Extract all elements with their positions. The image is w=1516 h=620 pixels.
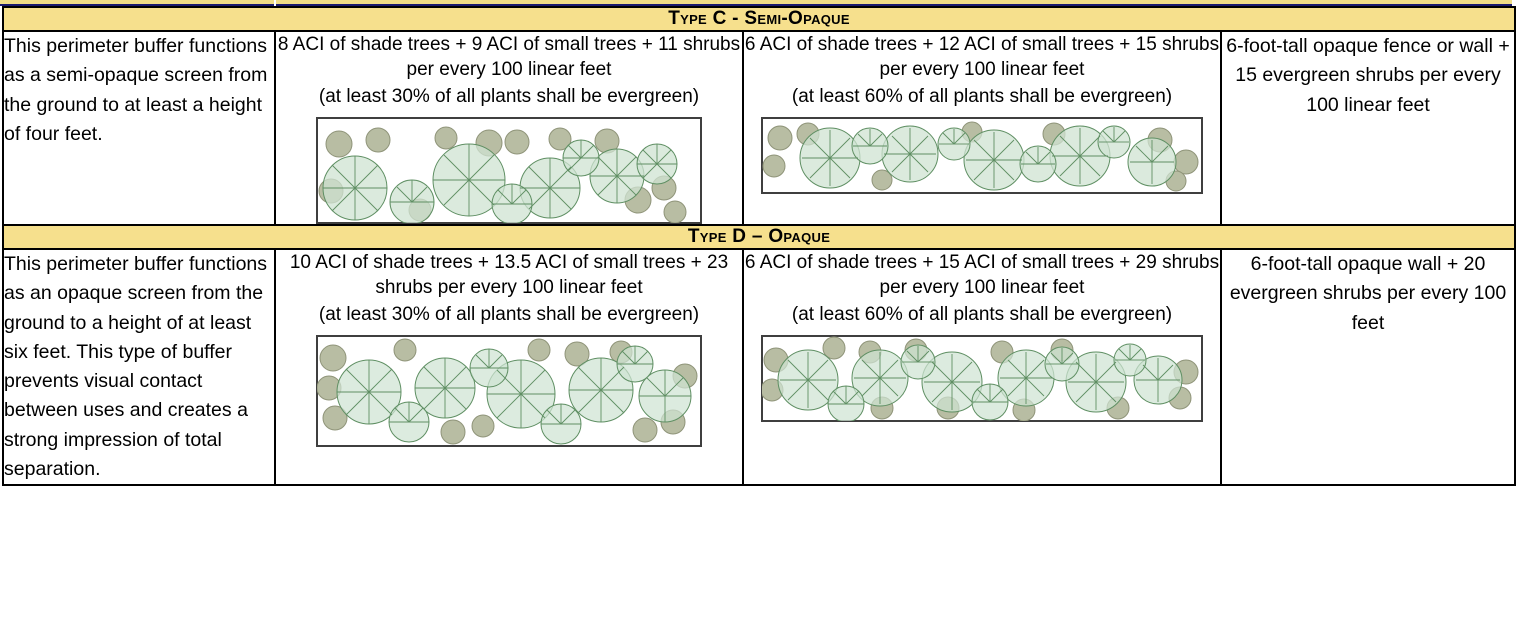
option-b-cell-type-c — [743, 31, 1221, 225]
table-row-type-d — [3, 249, 1515, 485]
option-c-cell-type-d: 6-foot-tall opaque wall + 20 evergreen shrubs per every 100 feet — [1221, 249, 1515, 485]
illustration-wrap-c-b — [744, 117, 1220, 194]
option-c-cell-type-c: 6-foot-tall opaque fence or wall + 15 evergreen shrubs per every 100 linear feet — [1221, 31, 1515, 225]
option-b-cell-type-d — [743, 249, 1221, 485]
section-header-type-d: Type D – Opaque — [3, 225, 1515, 249]
table-row-type-c — [3, 31, 1515, 225]
description-cell-type-d: This perimeter buffer functions as an opaque screen from the ground to a height of at least six feet. This type of buffer prevents visual contact between uses and creates a strong impression of total separation. — [3, 249, 275, 485]
illustration-wrap-d-a — [276, 335, 742, 447]
option-b-note-type-d: (at least 60% of all plants shall be evergreen) — [791, 304, 1173, 326]
option-b-requirement-type-d: 6 ACI of shade trees + 15 ACI of small trees + 29 shrubs per every 100 linear feet — [744, 252, 1220, 299]
illustration-wrap-d-b — [744, 335, 1220, 422]
option-b-note-type-c: (at least 60% of all plants shall be evergreen) — [791, 86, 1173, 108]
buffer-requirements-table — [2, 6, 1516, 486]
planting-illustration-d-a — [316, 335, 702, 447]
top-strip-left — [0, 0, 274, 6]
description-cell-type-c: This perimeter buffer functions as a semi-opaque screen from the ground to at least a height of four feet. — [3, 31, 275, 225]
planting-illustration-c-b — [761, 117, 1203, 194]
section-header-row-type-d — [3, 225, 1515, 249]
planting-illustration-c-a — [316, 117, 702, 224]
option-a-note-type-d: (at least 30% of all plants shall be evergreen) — [318, 304, 700, 326]
option-a-cell-type-c — [275, 31, 743, 225]
option-a-requirement-type-d: 10 ACI of shade trees + 13.5 ACI of small trees + 23 shrubs per every 100 linear feet — [289, 252, 729, 299]
option-b-requirement-type-c: 6 ACI of shade trees + 12 ACI of small trees + 15 shrubs per every 100 linear feet — [744, 34, 1220, 81]
section-header-type-c: Type C - Semi-Opaque — [3, 7, 1515, 31]
top-strip-right — [276, 0, 1512, 6]
option-a-note-type-c: (at least 30% of all plants shall be evergreen) — [318, 86, 700, 108]
section-header-row-type-c — [3, 7, 1515, 31]
option-a-cell-type-d — [275, 249, 743, 485]
page-top-strip — [0, 0, 1516, 6]
option-a-requirement-type-c: 8 ACI of shade trees + 9 ACI of small trees + 11 shrubs per every 100 linear feet — [277, 34, 741, 81]
planting-illustration-d-b — [761, 335, 1203, 422]
illustration-wrap-c-a — [276, 117, 742, 224]
